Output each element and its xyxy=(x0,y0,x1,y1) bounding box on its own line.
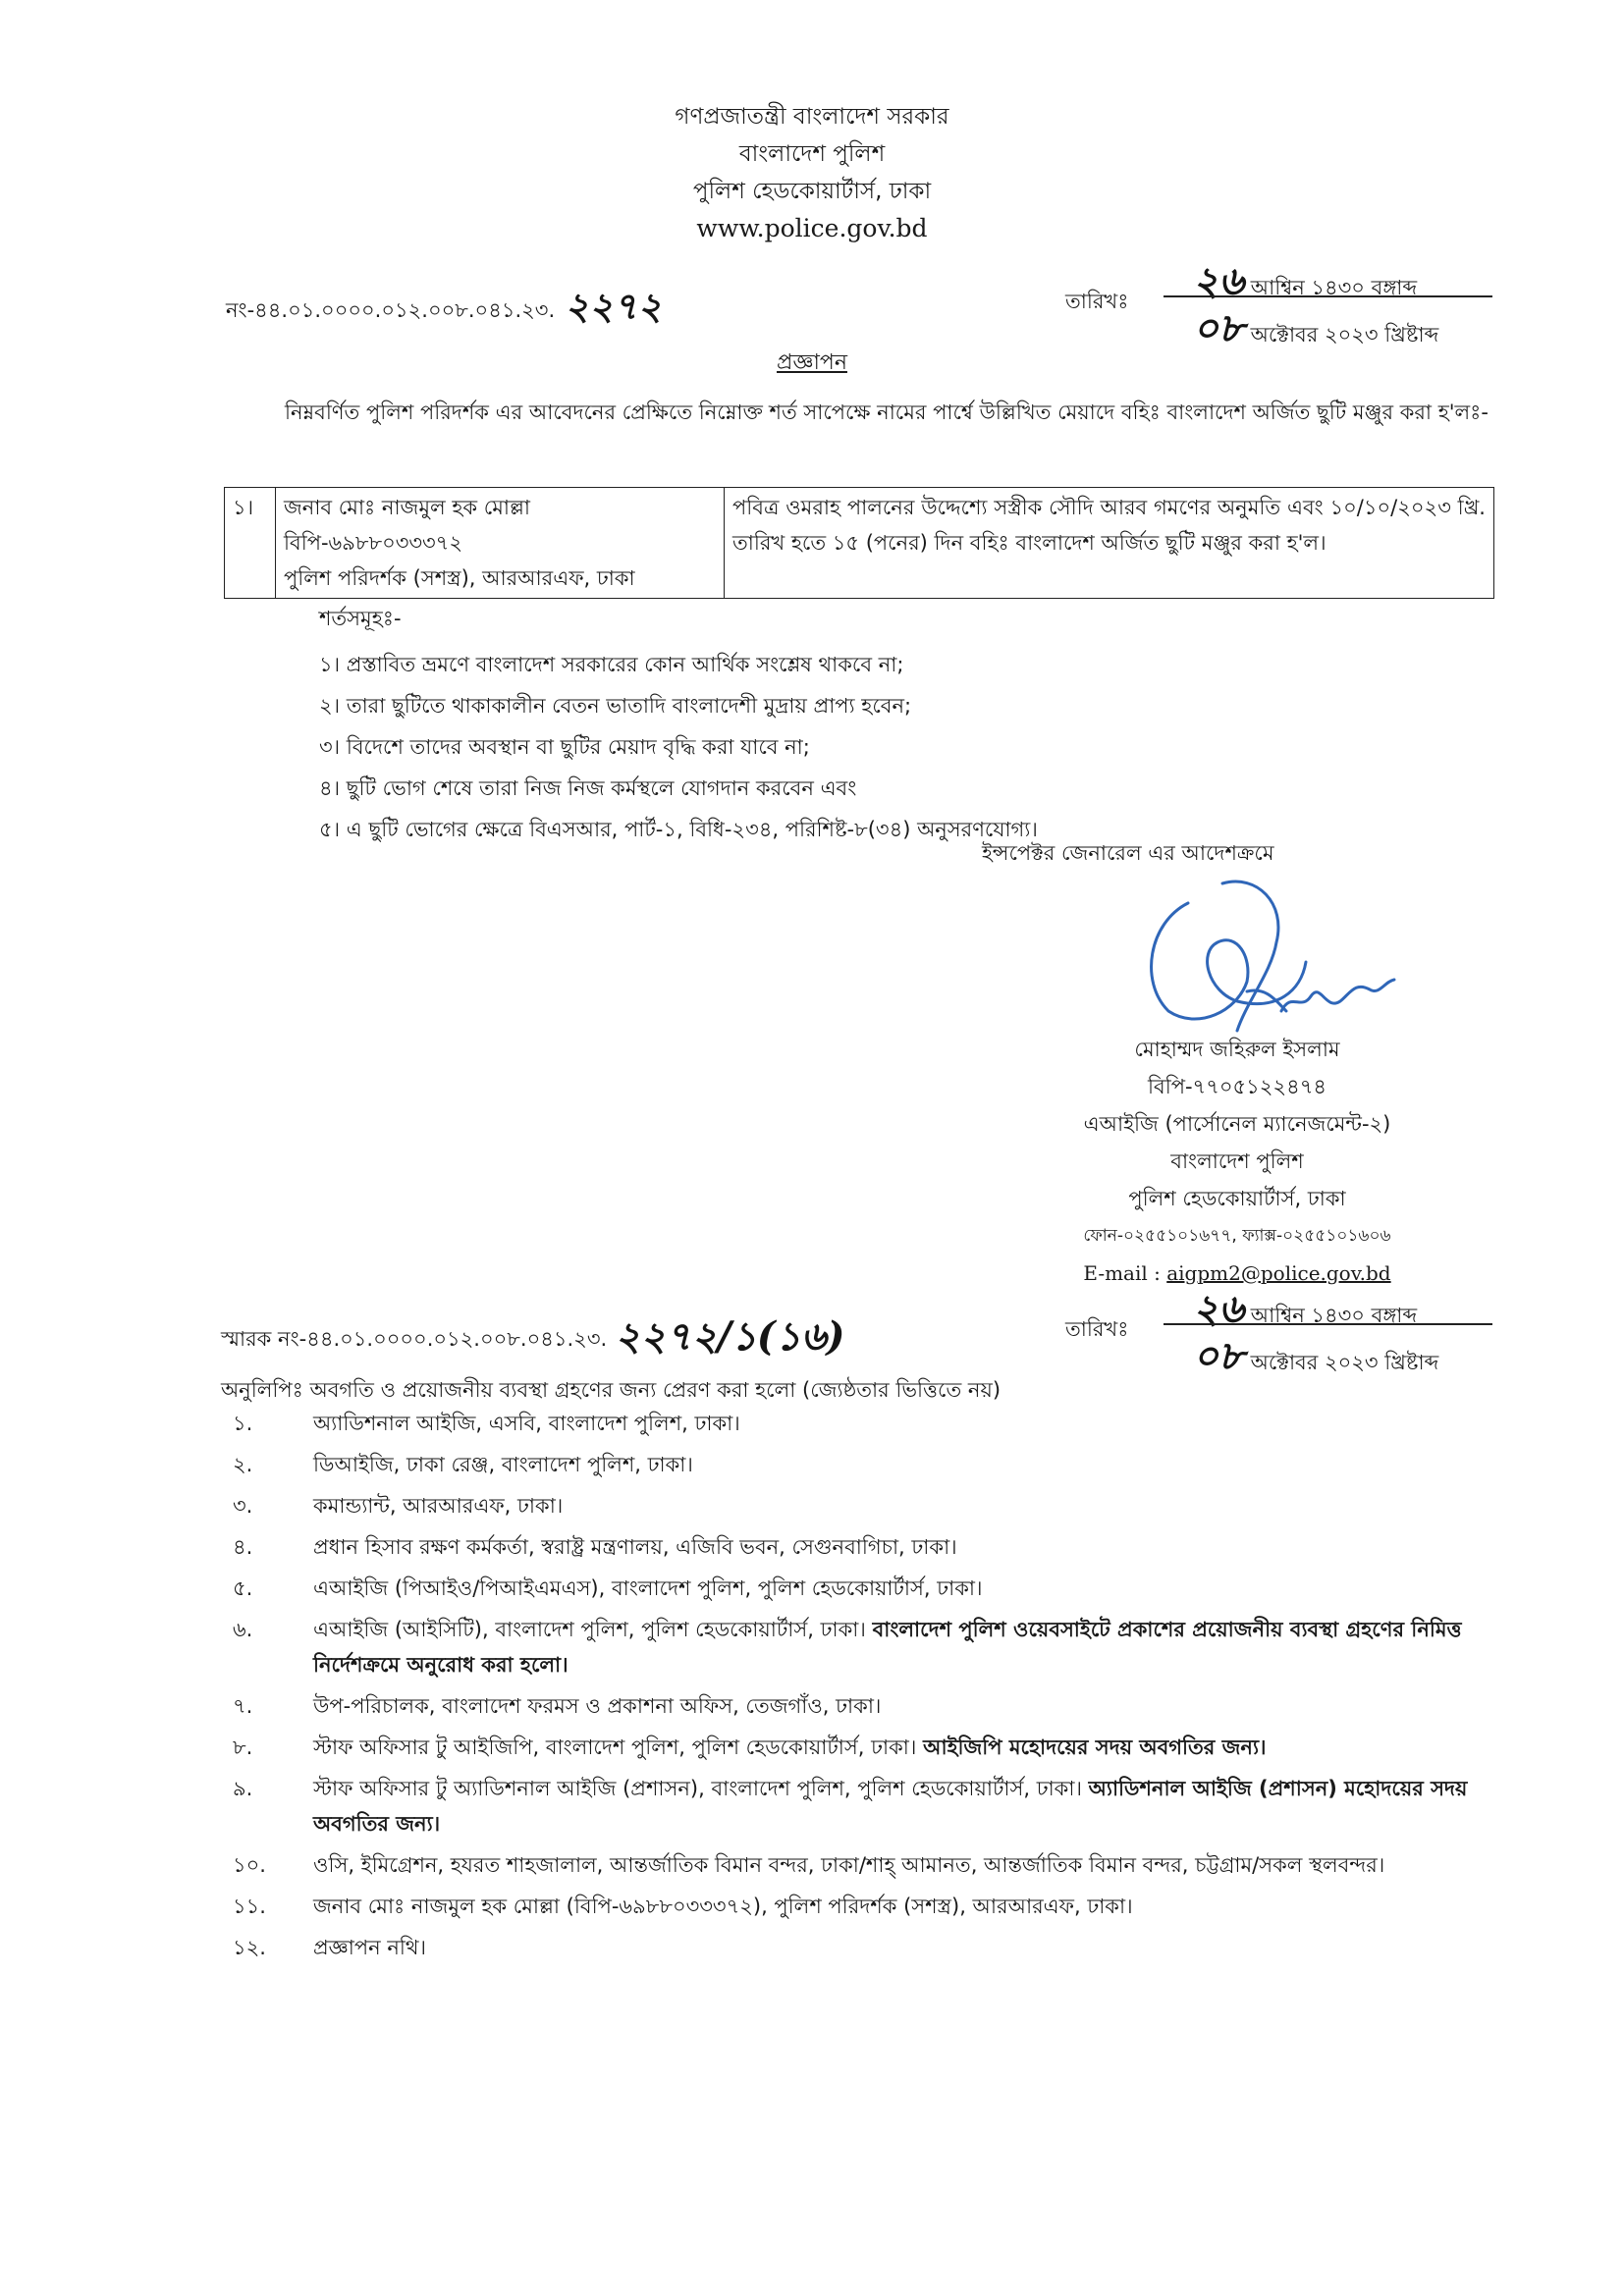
copy-recipient: কমান্ড্যান্ট, আরআরএফ, ঢাকা। xyxy=(313,1494,564,1518)
details-cell: পবিত্র ওমরাহ পালনের উদ্দেশ্যে সস্ত্রীক সৌদি আরব গমণের অনুমতি এবং ১০/১০/২০২৩ খ্রি. তারিখ হতে ১৫ (পনের) দিন বহিঃ বাংলাদেশ অর্জিত ছুটি মঞ্জুর করা হ'ল। xyxy=(725,488,1494,599)
english-month-year: অক্টোবর ২০২৩ খ্রিষ্টাব্দ xyxy=(1250,323,1439,347)
copy-text xyxy=(313,1529,1497,1565)
signatory-designation: এআইজি (পার্সোনেল ম্যানেজমেন্ট-২) xyxy=(1083,1112,1391,1136)
officer-name: জনাব মোঃ নাজমুল হক মোল্লা xyxy=(284,496,531,519)
intro-paragraph: নিম্নবর্ণিত পুলিশ পরিদর্শক এর আবেদনের প্রেক্ষিতে নিম্নোক্ত শর্ত সাপেক্ষে নামের পার্শ্বে উল্লিখিত মেয়াদে বহিঃ বাংলাদেশ অর্জিত ছুটি মঞ্জুর করা হ'লঃ- xyxy=(285,400,1489,424)
copy-text xyxy=(313,1488,1497,1523)
signatory-phone: ফোন-০২৫৫১০১৬৭৭, ফ্যাক্স-০২৫৫১০১৬০৬ xyxy=(1083,1226,1391,1246)
english-date-2 xyxy=(1193,1325,1438,1391)
copy-recipient: প্রধান হিসাব রক্ষণ কর্মকর্তা, স্বরাষ্ট্র মন্ত্রণালয়, এজিবি ভবন, সেগুনবাগিচা, ঢাকা। xyxy=(313,1535,957,1559)
signatory-name: মোহাম্মদ জহিরুল ইসলাম xyxy=(1134,1038,1340,1061)
list-item xyxy=(221,1406,1497,1441)
copy-recipient: এআইজি (আইসিটি), বাংলাদেশ পুলিশ, পুলিশ হেডকোয়ার্টার্স, ঢাকা। xyxy=(313,1618,866,1641)
list-item xyxy=(221,1529,1497,1565)
table-row xyxy=(225,488,1494,599)
memo-number-2 xyxy=(221,1306,845,1371)
copy-text xyxy=(313,1771,1497,1842)
copy-text xyxy=(313,1571,1497,1606)
copy-number: ১২. xyxy=(233,1936,266,1959)
officer-bp: বিপি-৬৯৮৮০৩৩৩৭২ xyxy=(284,531,462,555)
copy-text xyxy=(313,1688,1497,1724)
copy-note: অ্যাডিশনাল আইজি (প্রশাসন) মহোদয়ের সদয় অবগতির জন্য। xyxy=(313,1777,1468,1836)
govt-name: গণপ্রজাতন্ত্রী বাংলাদেশ সরকার xyxy=(675,104,949,130)
copy-recipient: উপ-পরিচালক, বাংলাদেশ ফরমস ও প্রকাশনা অফিস, তেজগাঁও, ঢাকা। xyxy=(313,1694,882,1718)
copy-recipient: প্রজ্ঞাপন নথি। xyxy=(313,1936,426,1959)
copy-recipient: ওসি, ইমিগ্রেশন, হযরত শাহজালাল, আন্তর্জাতিক বিমান বন্দর, ঢাকা/শাহ্ আমানত, আন্তর্জাতিক বিমান বন্দর, চট্টগ্রাম/সকল স্থলবন্দর। xyxy=(313,1853,1385,1877)
conditions-list xyxy=(319,644,1038,850)
copy-recipient: ডিআইজি, ঢাকা রেঞ্জ, বাংলাদেশ পুলিশ, ঢাকা। xyxy=(313,1453,693,1476)
condition-item: ৪। ছুটি ভোগ শেষে তারা নিজ নিজ কর্মস্থলে যোগদান করবেন এবং xyxy=(319,776,857,800)
date-label: তারিখঃ xyxy=(1065,290,1129,313)
copy-number: ৮. xyxy=(233,1735,253,1759)
copy-number: ১০. xyxy=(233,1853,266,1877)
copy-number: ৬. xyxy=(233,1618,253,1641)
condition-item: ১। প্রস্তাবিত ভ্রমণে বাংলাদেশ সরকারের কোন আর্থিক সংশ্লেষ থাকবে না; xyxy=(319,653,904,676)
bangla-month-year-2: আশ্বিন ১৪৩০ বঙ্গাব্দ xyxy=(1250,1304,1418,1327)
list-item xyxy=(221,1847,1497,1883)
officer-cell xyxy=(276,488,725,599)
office-name: পুলিশ হেডকোয়ার্টার্স, ঢাকা xyxy=(692,179,932,204)
memo-number-text: নং-৪৪.০১.০০০০.০১২.০০৮.০৪১.২৩. xyxy=(226,298,556,322)
copy-intro: অনুলিপিঃ অবগতি ও প্রয়োজনীয় ব্যবস্থা গ্রহণের জন্য প্রেরণ করা হলো (জ্যেষ্ঠতার ভিত্তিতে নয়) xyxy=(221,1378,1001,1402)
letterhead xyxy=(0,98,1624,247)
list-item xyxy=(221,1488,1497,1523)
copy-text xyxy=(313,1406,1497,1441)
copy-text xyxy=(313,1889,1497,1924)
list-item xyxy=(221,1730,1497,1765)
copy-recipient: স্টাফ অফিসার টু অ্যাডিশনাল আইজি (প্রশাসন), বাংলাদেশ পুলিশ, পুলিশ হেডকোয়ার্টার্স, ঢাকা। xyxy=(313,1777,1082,1800)
memo-number xyxy=(226,278,662,341)
email-link[interactable]: aigpm2@police.gov.bd xyxy=(1166,1261,1391,1285)
memo2-number-text: স্মারক নং-৪৪.০১.০০০০.০১২.০০৮.০৪১.২৩. xyxy=(221,1327,608,1351)
copy-number: ৭. xyxy=(233,1694,253,1718)
date-block-2 xyxy=(1065,1278,1497,1379)
copy-note: আইজিপি মহোদয়ের সদয় অবগতির জন্য। xyxy=(923,1735,1267,1759)
bangla-day-2: ২৬ xyxy=(1193,1286,1245,1332)
bangla-day: ২৬ xyxy=(1193,258,1245,304)
directive-line: ইন্সপেক্টর জেনারেল এর আদেশক্রমে xyxy=(982,841,1274,865)
memo-handwritten-number: ২২৭২ xyxy=(565,284,662,328)
date-block xyxy=(1065,250,1497,351)
copy-recipient: এআইজি (পিআইও/পিআইএমএস), বাংলাদেশ পুলিশ, পুলিশ হেডকোয়ার্টার্স, ঢাকা। xyxy=(313,1576,983,1600)
list-item xyxy=(221,1771,1497,1842)
copy-text xyxy=(313,1612,1497,1682)
copy-number: ২. xyxy=(233,1453,253,1476)
list-item xyxy=(221,1571,1497,1606)
copy-number: ৯. xyxy=(233,1777,253,1800)
copy-number: ১১. xyxy=(233,1895,266,1918)
document-title: প্রজ্ঞাপন xyxy=(777,350,847,375)
english-month-year-2: অক্টোবর ২০২৩ খ্রিষ্টাব্দ xyxy=(1250,1351,1439,1374)
signatory-office: পুলিশ হেডকোয়ার্টার্স, ঢাকা xyxy=(1128,1187,1346,1210)
english-day: ০৮ xyxy=(1193,305,1244,351)
date-label-2: তারিখঃ xyxy=(1065,1317,1129,1341)
copy-text xyxy=(313,1447,1497,1482)
bangla-month-year: আশ্বিন ১৪৩০ বঙ্গাব্দ xyxy=(1250,276,1418,299)
leave-table xyxy=(224,487,1494,599)
copy-text xyxy=(313,1930,1497,1965)
copy-text xyxy=(313,1730,1497,1765)
copy-number: ৩. xyxy=(233,1494,253,1518)
signatory-block xyxy=(982,1031,1492,1292)
officer-post: পুলিশ পরিদর্শক (সশস্ত্র), আরআরএফ, ঢাকা xyxy=(284,566,635,590)
conditions-title: শর্তসমূহঃ- xyxy=(319,607,402,630)
copy-number: ১. xyxy=(233,1412,253,1435)
copy-recipient: অ্যাডিশনাল আইজি, এসবি, বাংলাদেশ পুলিশ, ঢাকা। xyxy=(313,1412,740,1435)
list-item xyxy=(221,1889,1497,1924)
memo2-handwritten-number: ২২৭২/১(১৬) xyxy=(615,1313,845,1360)
copy-recipient: স্টাফ অফিসার টু আইজিপি, বাংলাদেশ পুলিশ, পুলিশ হেডকোয়ার্টার্স, ঢাকা। xyxy=(313,1735,917,1759)
condition-item: ২। তারা ছুটিতে থাকাকালীন বেতন ভাতাদি বাংলাদেশী মুদ্রায় প্রাপ্য হবেন; xyxy=(319,694,912,718)
signatory-bp: বিপি-৭৭০৫১২২৪৭৪ xyxy=(1148,1075,1326,1098)
copy-list xyxy=(221,1406,1497,1971)
copy-number: ৪. xyxy=(233,1535,253,1559)
signatory-org: বাংলাদেশ পুলিশ xyxy=(1170,1149,1304,1173)
list-item xyxy=(221,1930,1497,1965)
website-link[interactable]: www.police.gov.bd xyxy=(696,214,928,242)
copy-text xyxy=(313,1847,1497,1883)
email-label: E-mail : xyxy=(1083,1261,1161,1285)
serial-cell: ১। xyxy=(225,488,276,599)
copy-note: বাংলাদেশ পুলিশ ওয়েবসাইটে প্রকাশের প্রয়োজনীয় ব্যবস্থা গ্রহণের নিমিত্ত নির্দেশক্রমে অনুরোধ করা হলো। xyxy=(313,1618,1462,1677)
list-item xyxy=(221,1688,1497,1724)
english-day-2: ০৮ xyxy=(1193,1333,1244,1379)
copy-number: ৫. xyxy=(233,1576,253,1600)
condition-item: ৫। এ ছুটি ভোগের ক্ষেত্রে বিএসআর, পার্ট-১, বিধি-২৩৪, পরিশিষ্ট-৮(৩৪) অনুসরণযোগ্য। xyxy=(319,818,1038,841)
copy-recipient: জনাব মোঃ নাজমুল হক মোল্লা (বিপি-৬৯৮৮০৩৩৩৭২), পুলিশ পরিদর্শক (সশস্ত্র), আরআরএফ, ঢাকা। xyxy=(313,1895,1133,1918)
org-name: বাংলাদেশ পুলিশ xyxy=(738,141,886,167)
list-item xyxy=(221,1447,1497,1482)
list-item xyxy=(221,1612,1497,1682)
condition-item: ৩। বিদেশে তাদের অবস্থান বা ছুটির মেয়াদ বৃদ্ধি করা যাবে না; xyxy=(319,735,810,759)
